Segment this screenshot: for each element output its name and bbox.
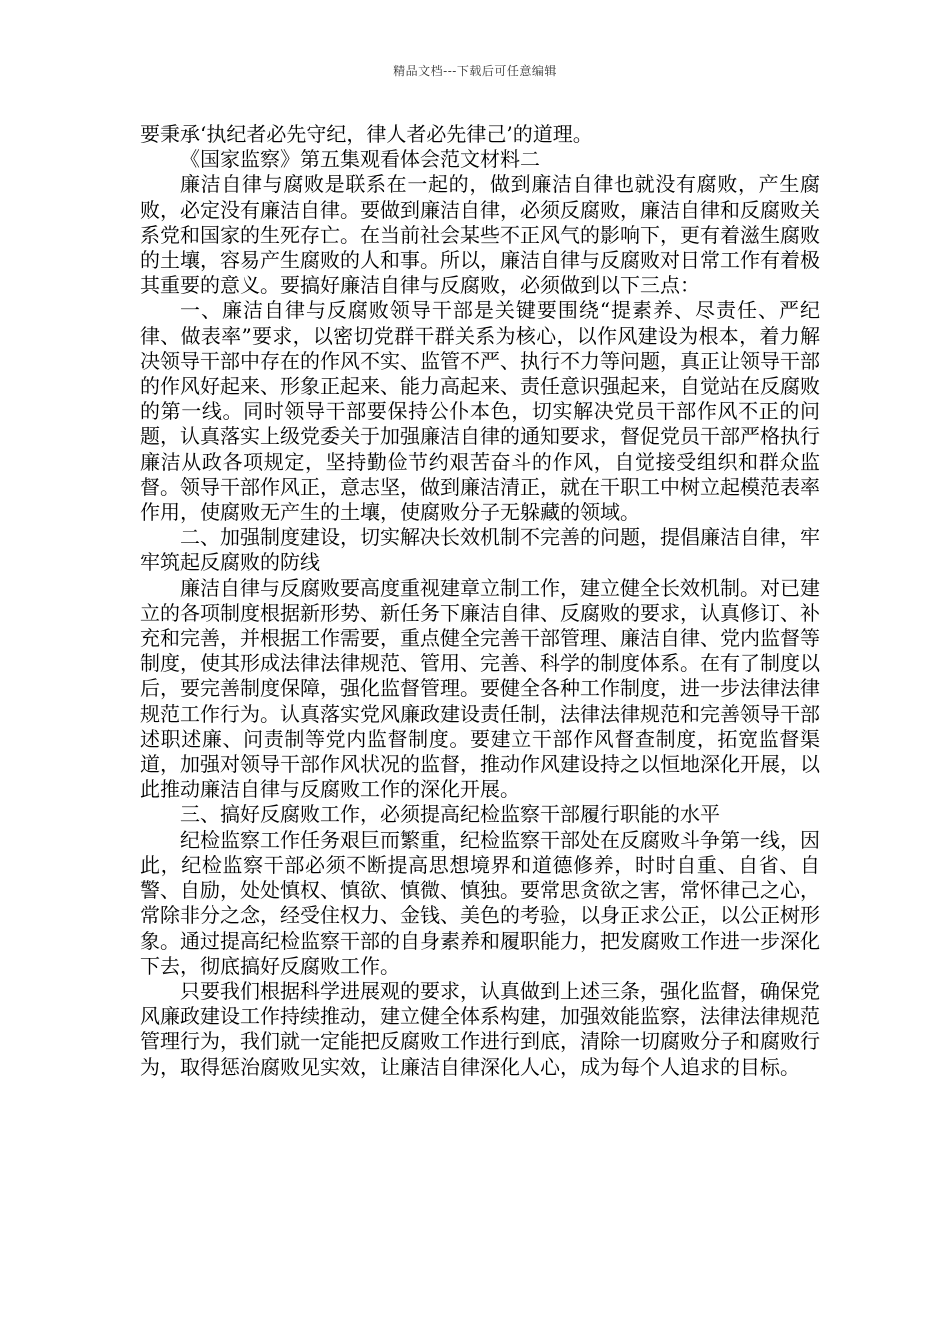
paragraph-point-three-heading: 三、搞好反腐败工作，必须提高纪检监察干部履行职能的水平 (180, 802, 720, 827)
paragraph-intro: 廉洁自律与腐败是联系在一起的，做到廉洁自律也就没有腐败，产生腐败，必定没有廉洁自律。要做到廉洁自律，必须反腐败，廉洁自律和反腐败关系党和国家的生死存亡。在当前社会某些不正风气的影响下，更有着滋生腐败的土壤，容易产生腐败的人和事。所以，廉洁自律与反腐败对日常工作有着极其重要的意义。要搞好廉洁自律与反腐败，必须做到以下三点： (140, 172, 820, 298)
paragraph-point-two-body: 廉洁自律与反腐败要高度重视建章立制工作，建立健全长效机制。对已建立的各项制度根据新形势、新任务下廉洁自律、反腐败的要求，认真修订、补充和完善，并根据工作需要，重点健全完善干部管理、廉洁自律、党内监督等制度，使其形成法律法律规范、管用、完善、科学的制度体系。在有了制度以后，要完善制度保障，强化监督管理。要健全各种工作制度，进一步法律法律规范工作行为。认真落实党风廉政建设责任制，法律法律规范和完善领导干部述职述廉、问责制等党内监督制度。要建立干部作风督查制度，拓宽监督渠道，加强对领导干部作风状况的监督，推动作风建设持之以恒地深化开展，以此推动廉洁自律与反腐败工作的深化开展。 (140, 575, 820, 802)
paragraph-point-three-body: 纪检监察工作任务艰巨而繁重，纪检监察干部处在反腐败斗争第一线，因此，纪检监察干部必须不断提高思想境界和道德修养，时时自重、自省、自警、自励，处处慎权、慎欲、慎微、慎独。要常思贪欲之害，常怀律己之心，常除非分之念，经受住权力、金钱、美色的考验，以身正求公正，以公正树形象。通过提高纪检监察干部的自身素养和履职能力，把发腐败工作进一步深化下去，彻底搞好反腐败工作。 (140, 827, 820, 978)
section-title: 《国家监察》第五集观看体会范文材料二 (180, 147, 540, 172)
paragraph-point-one: 一、廉洁自律与反腐败领导干部是关键要围绕“提素养、尽责任、严纪律、做表率”要求，以密切党群干群关系为核心，以作风建设为根本，着力解决领导干部中存在的作风不实、监管不严、执行不力等问题，真正让领导干部的作风好起来、形象正起来、能力高起来、责任意识强起来，自觉站在反腐败的第一线。同时领导干部要保持公仆本色，切实解决党员干部作风不正的问题，认真落实上级党委关于加强廉洁自律的通知要求，督促党员干部严格执行廉洁从政各项规定，坚持勤俭节约艰苦奋斗的作风，自觉接受组织和群众监督。领导干部作风正，意志坚，做到廉洁清正，就在干职工中树立起模范表率作用，使腐败无产生的土壤，使腐败分子无躲藏的领域。 (140, 298, 820, 525)
paragraph-point-two-heading: 二、加强制度建设，切实解决长效机制不完善的问题，提倡廉洁自律，牢牢筑起反腐败的防线 (140, 525, 820, 575)
paragraph-conclusion: 只要我们根据科学进展观的要求，认真做到上述三条，强化监督，确保党风廉政建设工作持续推动，建立健全体系构建，加强效能监察，法律法律规范管理行为，我们就一定能把反腐败工作进行到底，清除一切腐败分子和腐败行为，取得惩治腐败见实效，让廉洁自律深化人心，成为每个人追求的目标。 (140, 978, 820, 1079)
paragraph-closing-line: 要秉承‘执纪者必先守纪，律人者必先律己’的道理。 (140, 122, 593, 146)
page-header: 精品文档---下载后可任意编辑 (393, 64, 557, 78)
document-body (140, 122, 820, 1080)
